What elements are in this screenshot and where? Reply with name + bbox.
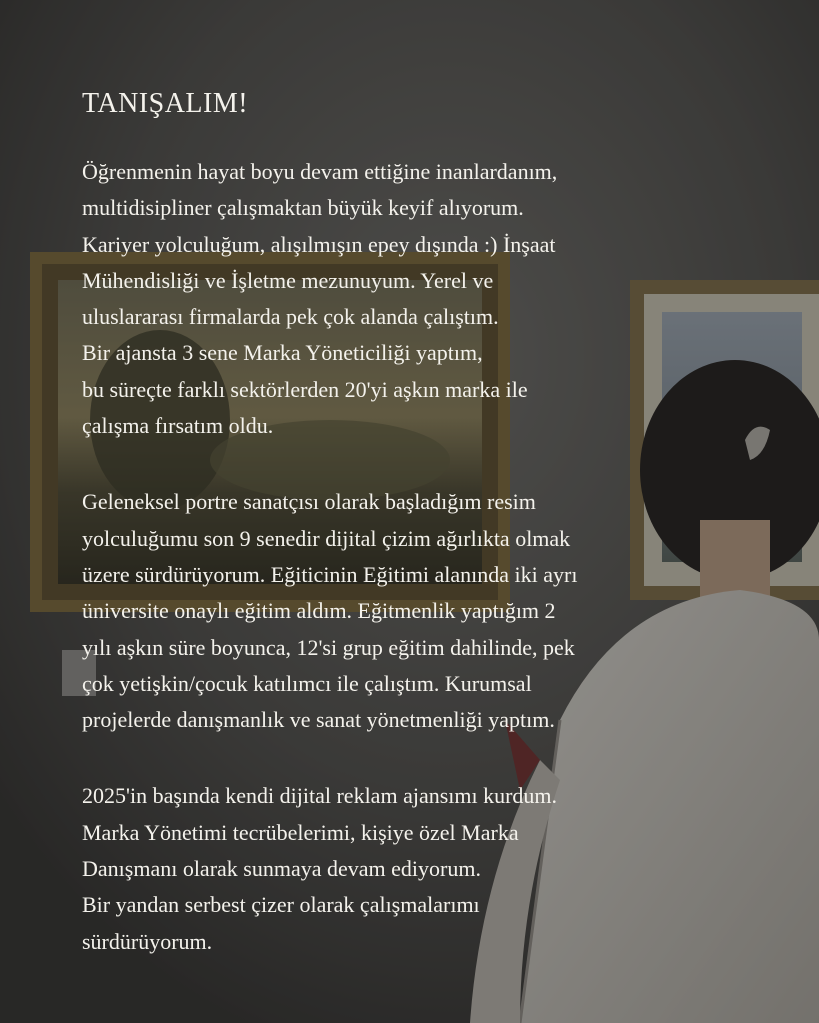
text-line: uluslararası firmalarda pek çok alanda çalıştım. [82,304,499,330]
text-line: projelerde danışmanlık ve sanat yönetmenliği yaptım. [82,707,555,733]
paragraph-agency [82,778,762,959]
text-line: sürdürüyorum. [82,928,213,954]
text-line: Kariyer yolculuğum, alışılmışın epey dışında :) İnşaat [82,231,556,257]
text-line: Geleneksel portre sanatçısı olarak başladığım resim [82,489,536,515]
text-line: bu süreçte farklı sektörlerden 20'yi aşkın marka ile [82,376,528,402]
text-line: multidisipliner çalışmaktan büyük keyif alıyorum. [82,195,524,221]
page-title: TANIŞALIM! [82,88,249,119]
text-line: Bir ajansta 3 sene Marka Yöneticiliği yaptım, [82,340,483,366]
text-line: yolculuğumu son 9 senedir dijital çizim ağırlıkta olmak [82,525,571,551]
text-line: Bir yandan serbest çizer olarak çalışmalarımı [82,892,480,918]
about-text-block [82,84,762,1000]
text-line: Danışmanı olarak sunmaya devam ediyorum. [82,856,481,882]
text-line: çok yetişkin/çocuk katılımcı ile çalıştım. Kurumsal [82,670,532,696]
text-line: 2025'in başında kendi dijital reklam ajansımı kurdum. [82,783,558,809]
paragraph-intro [82,154,762,444]
text-line: çalışma fırsatım oldu. [82,413,274,439]
text-line: Mühendisliği ve İşletme mezunuyum. Yerel ve [82,267,494,293]
paragraph-art-education [82,484,762,738]
text-line: üzere sürdürüyorum. Eğiticinin Eğitimi alanında iki ayrı [82,561,578,587]
text-line: yılı aşkın süre boyunca, 12'si grup eğitim dahilinde, pek [82,634,575,660]
text-line: Marka Yönetimi tecrübelerimi, kişiye özel Marka [82,819,519,845]
text-line: Öğrenmenin hayat boyu devam ettiğine inanlardanım, [82,159,558,184]
text-line: üniversite onaylı eğitim aldım. Eğitmenlik yaptığım 2 [82,598,556,624]
